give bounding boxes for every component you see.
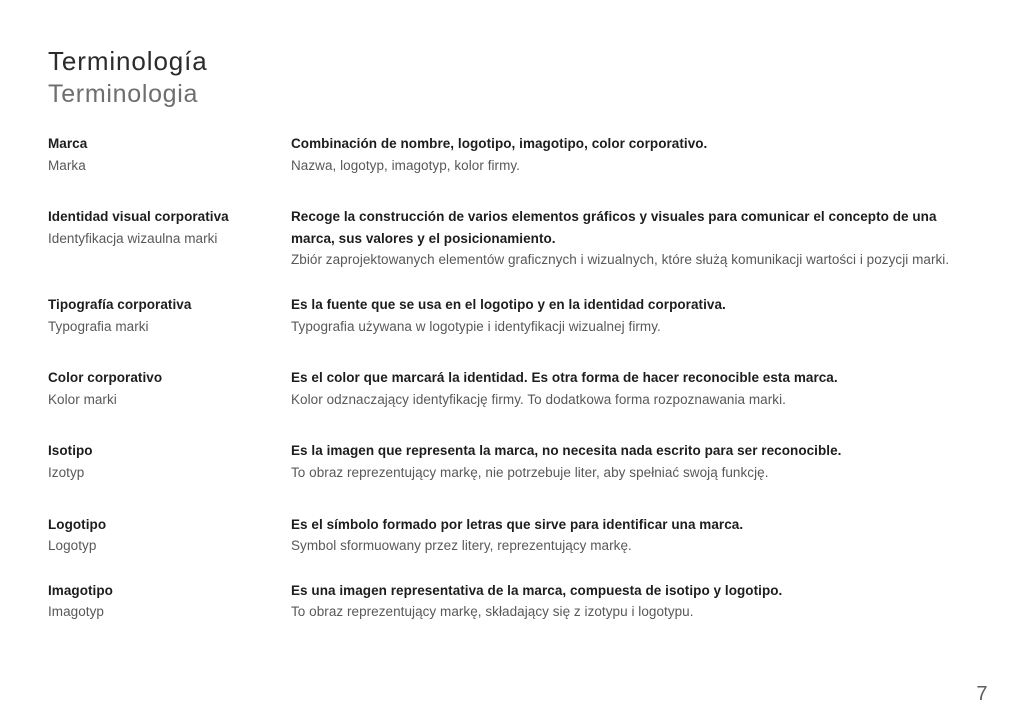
page-title [48, 45, 208, 110]
term-column [48, 206, 291, 249]
definition-polish: Symbol sformuowany przez litery, reprezentujący markę. [291, 538, 632, 554]
definition-spanish: Combinación de nombre, logotipo, imagotipo, color corporativo. [291, 136, 708, 151]
term-spanish: Isotipo [48, 443, 93, 459]
term-column [48, 580, 291, 623]
term-polish: Logotyp [48, 538, 97, 554]
term-column [48, 133, 291, 176]
term-polish: Imagotyp [48, 604, 104, 620]
term-column [48, 367, 291, 410]
term-polish: Identyfikacja wizaulna marki [48, 230, 218, 246]
list-item [48, 294, 983, 337]
list-item [48, 206, 983, 271]
definition-column [291, 133, 983, 176]
page-number: 7 [976, 683, 988, 705]
definition-column [291, 294, 983, 337]
definition-polish: Typografia używana w logotypie i identyfikacji wizualnej firmy. [291, 318, 661, 334]
definition-spanish: Es el color que marcará la identidad. Es otra forma de hacer reconocible esta marca. [291, 370, 838, 386]
term-polish: Kolor marki [48, 391, 117, 407]
list-item [48, 133, 983, 176]
term-polish: Izotyp [48, 464, 85, 480]
term-column [48, 440, 291, 483]
definition-spanish: Es la imagen que representa la marca, no necesita nada escrito para ser reconocible. [291, 443, 842, 459]
definition-polish: To obraz reprezentujący markę, składający się z izotypu i logotypu. [291, 604, 694, 620]
definition-polish: Kolor odznaczający identyfikację firmy. To dodatkowa forma rozpoznawania marki. [291, 391, 786, 407]
definition-column [291, 580, 983, 623]
terminology-list [48, 133, 983, 623]
definition-column [291, 514, 983, 557]
definition-column [291, 206, 983, 271]
term-spanish: Color corporativo [48, 370, 163, 386]
definition-spanish: Es la fuente que se usa en el logotipo y en la identidad corporativa. [291, 296, 726, 312]
term-spanish: Logotipo [48, 516, 107, 532]
term-spanish: Imagotipo [48, 582, 113, 598]
list-item [48, 580, 983, 623]
definition-spanish: Recoge la construcción de varios elementos gráficos y visuales para comunicar el concepto de una marca, sus valores y el posicionamiento. [291, 209, 937, 246]
definition-spanish: Es una imagen representativa de la marca, compuesta de isotipo y logotipo. [291, 582, 783, 598]
list-item [48, 367, 983, 410]
term-spanish: Marca [48, 136, 88, 151]
page-title-secondary: Terminologia [48, 80, 199, 109]
list-item [48, 440, 983, 483]
definition-polish: Zbiór zaprojektowanych elementów graficznych i wizualnych, które służą komunikacji wartości i pozycji marki. [291, 252, 950, 268]
definition-polish: Nazwa, logotyp, imagotyp, kolor firmy. [291, 157, 520, 173]
term-polish: Marka [48, 157, 86, 173]
definition-polish: To obraz reprezentujący markę, nie potrzebuje liter, aby spełniać swoją funkcję. [291, 464, 769, 480]
term-spanish: Tipografía corporativa [48, 296, 192, 312]
term-spanish: Identidad visual corporativa [48, 209, 229, 225]
list-item [48, 514, 983, 557]
term-polish: Typografia marki [48, 318, 149, 334]
term-column [48, 514, 291, 557]
page-title-primary: Terminología [48, 46, 208, 76]
definition-column [291, 440, 983, 483]
definition-column [291, 367, 983, 410]
definition-spanish: Es el símbolo formado por letras que sirve para identificar una marca. [291, 516, 744, 532]
term-column [48, 294, 291, 337]
